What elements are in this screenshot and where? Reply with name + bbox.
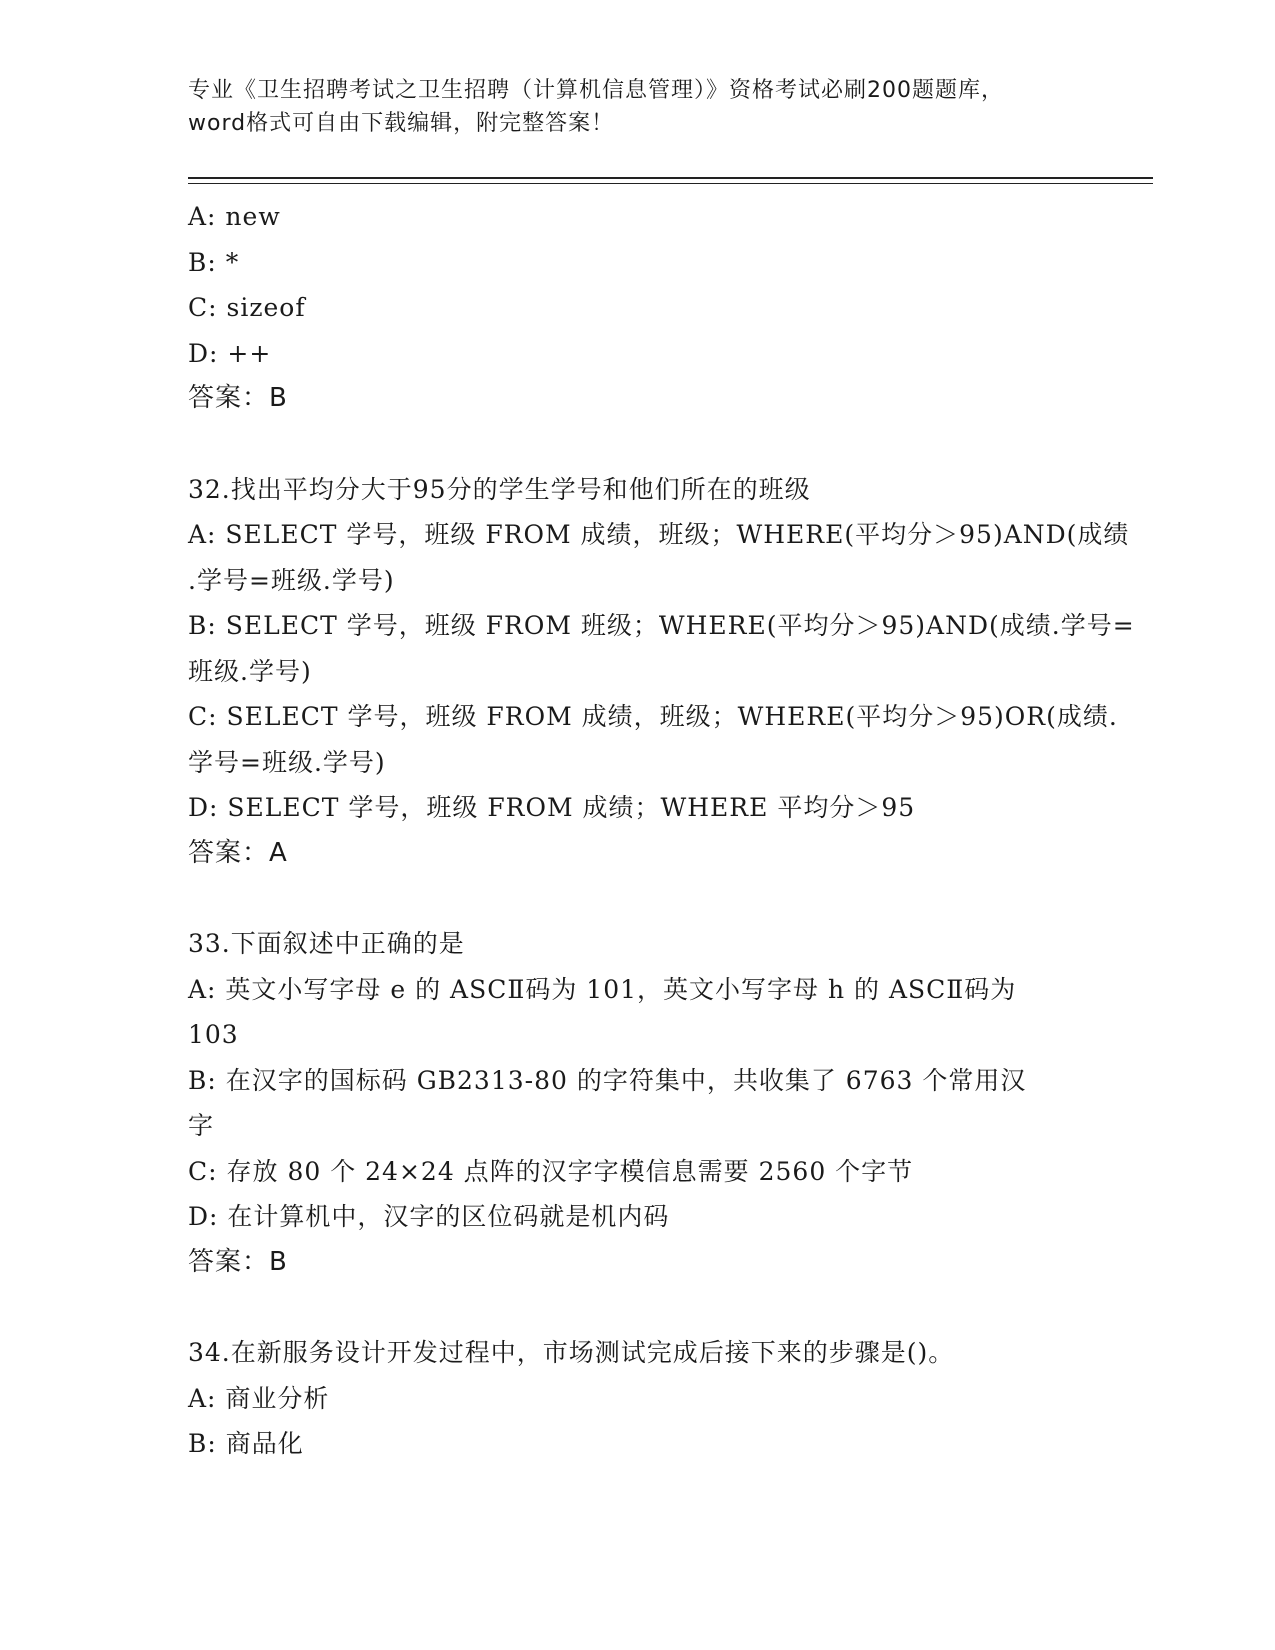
document-body <box>188 194 1135 1467</box>
option-line: .学号=班级.学号) <box>188 565 395 595</box>
option-line: 班级.学号) <box>188 656 312 686</box>
option-c: C: sizeof <box>188 293 306 322</box>
header-title-line-1: 专业《卫生招聘考试之卫生招聘（计算机信息管理）》资格考试必刷200题题库， <box>188 78 1004 103</box>
option-line: D: SELECT 学号，班级 FROM 成绩；WHERE 平均分＞95 <box>188 793 916 822</box>
option-line: C: 存放 80 个 24×24 点阵的汉字字模信息需要 2560 个字节 <box>188 1156 914 1186</box>
question-text: 34.在新服务设计开发过程中，市场测试完成后接下来的步骤是()。 <box>188 1338 955 1367</box>
header-title-line-2: word格式可自由下载编辑，附完整答案！ <box>188 111 615 136</box>
option-line: B: 在汉字的国标码 GB2313-80 的字符集中，共收集了 6763 个常用汉 <box>188 1065 1027 1095</box>
spacer <box>188 876 1088 921</box>
option-line: A: 英文小写字母 e 的 ASCⅡ码为 101，英文小写字母 h 的 ASCⅡ码为 <box>188 974 1017 1004</box>
header-divider-thin <box>188 183 1153 184</box>
answer: 答案：B <box>188 1246 288 1277</box>
question-33 <box>188 921 1088 1285</box>
option-a: A: new <box>188 202 281 231</box>
option-line: 学号=班级.学号) <box>188 747 386 777</box>
question-31 <box>188 194 1088 422</box>
option-line: C: SELECT 学号，班级 FROM 成绩，班级；WHERE(平均分＞95)OR(成绩. <box>188 702 1118 731</box>
question-text: 33.下面叙述中正确的是 <box>188 929 465 958</box>
document-header <box>188 74 1088 140</box>
option-b: B: * <box>188 247 240 277</box>
option-line: B: SELECT 学号，班级 FROM 班级；WHERE(平均分＞95)AND(成绩.学号= <box>188 611 1135 640</box>
question-text: 32.找出平均分大于95分的学生学号和他们所在的班级 <box>188 474 811 504</box>
option-d: D: ++ <box>188 338 272 368</box>
header-divider-thick <box>188 177 1153 179</box>
answer: 答案：A <box>188 837 288 868</box>
option-line: 字 <box>188 1111 215 1140</box>
option-line: D: 在计算机中，汉字的区位码就是机内码 <box>188 1202 670 1231</box>
option-line: A: SELECT 学号，班级 FROM 成绩，班级；WHERE(平均分＞95)AND(成绩 <box>188 520 1130 549</box>
option-line: A: 商业分析 <box>188 1383 330 1413</box>
question-34 <box>188 1330 1088 1467</box>
spacer <box>188 1285 1088 1330</box>
question-32 <box>188 467 1135 877</box>
answer: 答案：B <box>188 383 288 413</box>
option-line: 103 <box>188 1020 239 1049</box>
option-line: B: 商品化 <box>188 1429 304 1458</box>
spacer <box>188 422 1088 467</box>
